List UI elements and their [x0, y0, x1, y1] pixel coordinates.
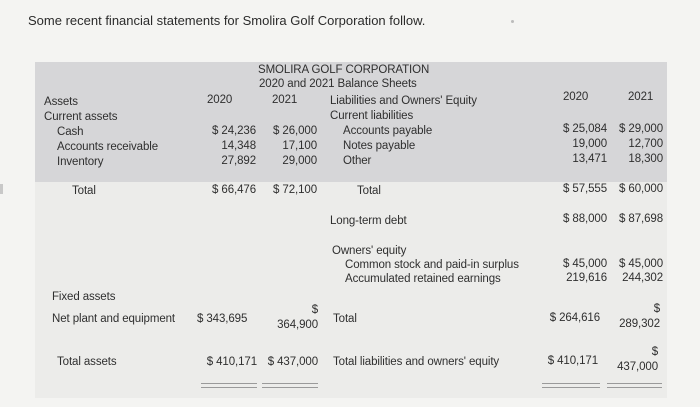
left-edge-mark — [0, 184, 3, 194]
grand-total-2021-dollar: $ — [651, 346, 658, 358]
payable-2020: $ 25,084 — [563, 123, 607, 135]
inventory-2020: 27,892 — [221, 155, 256, 167]
assets-2020-underline-bottom — [201, 387, 257, 388]
current-assets-heading: Current assets — [44, 111, 118, 123]
total-assets-2020: $ 410,171 — [206, 356, 257, 368]
equity-total-2021-dollar: $ — [653, 303, 660, 315]
retained-earnings-2020: 219,616 — [566, 272, 607, 284]
other-2021: 18,300 — [628, 153, 663, 165]
inventory-2021: 29,000 — [282, 155, 317, 167]
long-term-debt-2021: $ 87,698 — [619, 213, 663, 225]
assets-heading: Assets — [44, 96, 78, 108]
inventory-label: Inventory — [57, 156, 104, 168]
assets-2020-underline-top — [201, 383, 257, 384]
notes-payable-2020: 19,000 — [572, 138, 607, 150]
liab-2021-underline-bottom — [607, 387, 662, 388]
liab-2021-underline-top — [607, 383, 662, 384]
sheet-subtitle: 2020 and 2021 Balance Sheets — [259, 78, 417, 90]
current-liabilities-total-label: Total — [357, 185, 381, 197]
net-plant-2020: $ 343,695 — [197, 313, 248, 325]
assets-2021-underline-bottom — [262, 387, 318, 388]
assets-year-2021: 2021 — [272, 94, 298, 106]
company-title: SMOLIRA GOLF CORPORATION — [258, 64, 430, 76]
liab-2020-underline-top — [542, 383, 600, 384]
assets-year-2020: 2020 — [207, 94, 233, 106]
liabilities-heading: Liabilities and Owners' Equity — [330, 95, 477, 107]
total-assets-2021: $ 437,000 — [267, 356, 318, 368]
notes-payable-2021: 12,700 — [628, 138, 663, 150]
net-plant-2021-dollar: $ — [311, 304, 318, 316]
receivable-2020: 14,348 — [221, 140, 256, 152]
current-liabilities-total-2021: $ 60,000 — [619, 183, 663, 195]
intro-text: Some recent financial statements for Smolira Golf Corporation follow. — [28, 13, 426, 28]
retained-earnings-2021: 244,302 — [622, 272, 663, 284]
cash-label: Cash — [57, 126, 84, 138]
decorative-dot — [511, 20, 514, 23]
current-assets-total-2020: $ 66,476 — [212, 184, 256, 196]
receivable-label: Accounts receivable — [57, 141, 159, 153]
notes-payable-label: Notes payable — [343, 140, 416, 152]
current-assets-total-label: Total — [72, 185, 96, 197]
owners-equity-heading: Owners' equity — [332, 245, 407, 257]
total-assets-label: Total assets — [57, 356, 117, 368]
other-2020: 13,471 — [572, 153, 607, 165]
retained-earnings-label: Accumulated retained earnings — [345, 273, 501, 285]
equity-total-label: Total — [333, 313, 357, 325]
grand-total-2020: $ 410,171 — [547, 355, 598, 367]
payable-2021: $ 29,000 — [619, 123, 663, 135]
net-plant-label: Net plant and equipment — [52, 313, 176, 325]
equity-total-2021: 289,302 — [619, 318, 660, 330]
common-stock-2021: $ 45,000 — [619, 258, 663, 270]
liabilities-year-2020: 2020 — [563, 91, 589, 103]
grand-total-2021: 437,000 — [617, 361, 658, 373]
common-stock-2020: $ 45,000 — [563, 258, 607, 270]
current-assets-total-2021: $ 72,100 — [273, 184, 317, 196]
long-term-debt-2020: $ 88,000 — [563, 213, 607, 225]
long-term-debt-label: Long-term debt — [330, 215, 407, 227]
liab-2020-underline-bottom — [542, 387, 600, 388]
liabilities-year-2021: 2021 — [628, 91, 654, 103]
grand-total-label: Total liabilities and owners' equity — [333, 356, 500, 368]
current-liabilities-heading: Current liabilities — [330, 110, 414, 122]
other-label: Other — [343, 155, 372, 167]
receivable-2021: 17,100 — [282, 140, 317, 152]
equity-total-2020: $ 264,616 — [549, 312, 600, 324]
current-liabilities-total-2020: $ 57,555 — [563, 183, 607, 195]
cash-2021: $ 26,000 — [273, 125, 317, 137]
net-plant-2021: 364,900 — [277, 319, 318, 331]
payable-label: Accounts payable — [343, 125, 433, 137]
fixed-assets-heading: Fixed assets — [52, 291, 116, 303]
cash-2020: $ 24,236 — [212, 125, 256, 137]
common-stock-label: Common stock and paid-in surplus — [345, 259, 519, 271]
assets-2021-underline-top — [262, 383, 318, 384]
